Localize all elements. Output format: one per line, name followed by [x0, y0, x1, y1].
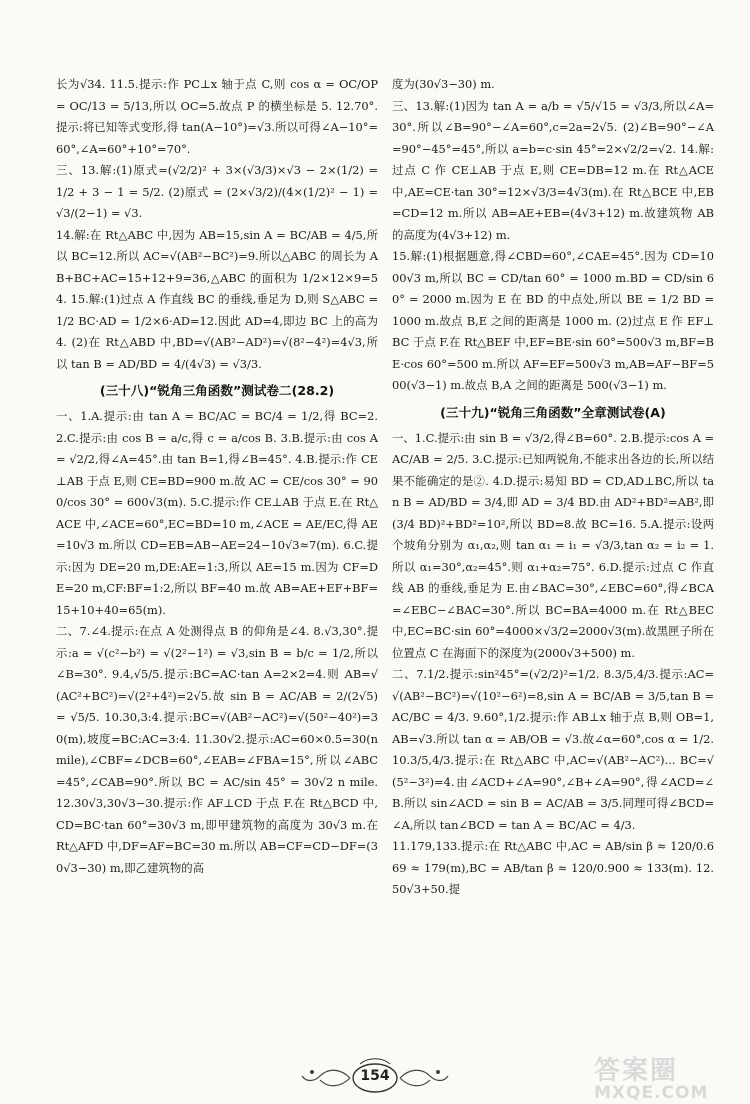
- watermark-logo: [594, 1050, 744, 1103]
- left-para-4: 一、1.A.提示:由 tan A = BC/AC = BC/4 = 1/2,得 BC=2. 2.C.提示:由 cos B = a/c,得 c = a/cos B. 3.B.提示:由 cos A = √2/2,得∠A=45°.由 tan B=1,得∠B=45°. 4.B.提示:作 CE⊥AB 于点 E,则 CE=BD=900 m.故 AC = CE/cos 30° = 900/cos 30° = 600√3(m). 5.C.提示:作 CE⊥AB 于点 E.在 Rt△ACE 中,∠ACE=60°,EC=BD=10 m,∠ACE = AE/EC,得 AE=10√3 m.所以 CD=EB=AB−AE=24−10√3≈7(m). 6.C.提示:因为 DE=20 m,DE:AE=1:3,所以 AE=15 m.因为 CF=DE=20 m,CF:BF=1:2,所以 BF=40 m.故 AB=AE+EF+BF=15+10+40=65(m).: [56, 409, 378, 617]
- left-column: [56, 74, 378, 879]
- right-para-5: 二、7.1/2.提示:sin²45°=(√2/2)²=1/2. 8.3/5,4/3.提示:AC=√(AB²−BC²)=√(10²−6²)=8,sin A = BC/AB = 3/5,tan B = AC/BC = 4/3. 9.60°,1/2.提示:作 AB⊥x 轴于点 B,则 OB=1,AB=√3.所以 tan α = AB/OB = √3.故∠α=60°,cos α = 1/2. 10.3/5,4/3.提示:在 Rt△ABC 中,AC=√(AB²−AC²)... BC=√(5²−3²)=4.由∠ACD+∠A=90°,∠B+∠A=90°,得∠ACD=∠B.所以 sin∠ACD = sin B = AC/AB = 3/5.同理可得∠BCD=∠A,所以 tan∠BCD = tan A = BC/AC = 4/3.: [392, 667, 714, 832]
- left-para-5: 二、7.∠4.提示:在点 A 处测得点 B 的仰角是∠4. 8.√3,30°.提示:a = √(c²−b²) = √(2²−1²) = √3,sin B = b/c = 1/2,所以∠B=30°. 9.4,√5/5.提示:BC=AC·tan A=2×2=4.则 AB=√(AC²+BC²)=√(2²+4²)=2√5.故 sin B = AC/AB = 2/(2√5) = √5/5. 10.30,3:4.提示:BC=√(AB²−AC²)=√(50²−40²)=30(m),坡度=BC:AC=3:4. 11.30√2.提示:AC=60×0.5=30(n mile),∠CBF=∠DCB=60°,∠EAB=∠FBA=15°,所以∠ABC=45°,∠CAB=90°.所以 BC = AC/sin 45° = 30√2 n mile. 12.30√3,30√3−30.提示:作 AF⊥CD 于点 F.在 Rt△BCD 中,CD=BC·tan 60°=30√3 m,即甲建筑物的高度为 30√3 m.在 Rt△AFD 中,DF=AF=BC=30 m.所以 AB=CF=CD−DF=(30√3−30) m,即乙建筑物的高: [56, 624, 378, 875]
- left-para-3: 14.解:在 Rt△ABC 中,因为 AB=15,sin A = BC/AB = 4/5,所以 BC=12.所以 AC=√(AB²−BC²)=9.所以△ABC 的周长为 AB+BC+AC=15+12+9=36,△ABC 的面积为 1/2×12×9=54. 15.解:(1)过点 A 作直线 BC 的垂线,垂足为 D,则 S△ABC = 1/2 BC·AD = 1/2×6·AD=12.因此 AD=4,即边 BC 上的高为 4. (2)在 Rt△ABD 中,BD=√(AB²−AD²)=√(8²−4²)=4√3,所以 tan B = AD/BD = 4/(4√3) = √3/3.: [56, 227, 378, 371]
- page-number: 154: [360, 1068, 390, 1084]
- section-heading-38: (三十八)“锐角三角函数”测试卷二(28.2): [99, 383, 335, 398]
- right-para-3: 15.解:(1)根据题意,得∠CBD=60°,∠CAE=45°.因为 CD=1000√3 m,所以 BC = CD/tan 60° = 1000 m.BD = CD/sin 60° = 2000 m.因为 E 在 BD 的中点处,所以 BE = 1/2 BD = 1000 m.故点 B,E 之间的距离是 1000 m. (2)过点 E 作 EF⊥BC 于点 F.在 Rt△BEF 中,EF=BE·sin 60°=500√3 m,BF=BE·cos 60°=500 m.所以 AF=EF=500√3 m,AB=AF−BF=500(√3−1) m.故点 B,A 之间的距离是 500(√3−1) m.: [392, 249, 714, 392]
- right-ornament-icon: [398, 1062, 450, 1094]
- right-para-4: 一、1.C.提示:由 sin B = √3/2,得∠B=60°. 2.B.提示:cos A = AC/AB = 2/5. 3.C.提示:已知两锐角,不能求出各边的长,所以结果不能确定的是②. 4.D.提示:易知 BD = CD,AD⊥BC,所以 tan B = AD/BD = 3/4,即 AD = 3/4 BD.由 AD²+BD²=AB²,即(3/4 BD)²+BD²=10²,所以 BD=8.故 BC=16. 5.A.提示:设两个坡角分别为 α₁,α₂,则 tan α₁ = i₁ = √3/3,tan α₂ = i₂ = 1.所以 α₁=30°,α₂=45°.则 α₁+α₂=75°. 6.D.提示:过点 C 作直线 AB 的垂线,垂足为 E.由∠BAC=30°,∠EBC=60°,得∠BCA=∠EBC−∠BAC=30°.所以 BC=BA=4000 m.在 Rt△BEC 中,EC=BC·sin 60°=4000×√3/2=2000√3(m).故黑匣子所在位置点 C 在海面下的深度为(2000√3+500) m.: [392, 430, 714, 660]
- left-ornament-icon: [300, 1062, 352, 1094]
- right-para-1: 度为(30√3−30) m.: [392, 77, 495, 91]
- watermark-url: MXQE.COM: [594, 1083, 709, 1103]
- right-column: [392, 74, 714, 901]
- watermark-text: 答案圈: [594, 1056, 679, 1086]
- right-para-2: 三、13.解:(1)因为 tan A = a/b = √5/√15 = √3/3,所以∠A=30°.所以∠B=90°−∠A=60°,c=2a=2√5. (2)∠B=90°−∠A=90°−45°=45°,所以 a=b=c·sin 45°=2×√2/2=√2. 14.解:过点 C 作 CE⊥AB 于点 E,则 CE=DB=12 m.在 Rt△ACE 中,AE=CE·tan 30°=12×√3/3=4√3(m).在 Rt△BCE 中,EB=CD=12 m.所以 AB=AE+EB=(4√3+12) m.故建筑物 AB 的高度为(4√3+12) m.: [392, 98, 714, 242]
- section-heading-39: (三十九)“锐角三角函数”全章测试卷(A): [440, 404, 666, 420]
- right-para-6: 11.179,133.提示:在 Rt△ABC 中,AC = AB/sin β ≈ 120/0.669 ≈ 179(m),BC = AB/tan β ≈ 120/0.900 ≈ 133(m). 12.50√3+50.提: [392, 839, 714, 896]
- left-para-1: 长为√34. 11.5.提示:作 PC⊥x 轴于点 C,则 cos α = OC/OP = OC/13 = 5/13,所以 OC=5.故点 P 的横坐标是 5. 12.70°.提示:将已知等式变形,得 tan(A−10°)=√3.所以可得∠A−10°=60°,∠A=60°+10°=70°.: [56, 77, 378, 156]
- left-para-2: 三、13.解:(1)原式=(√2/2)² + 3×(√3/3)×√3 − 2×(1/2) = 1/2 + 3 − 1 = 5/2. (2)原式 = (2×√3/2)/(4×(1/2)² − 1) = √3/(2−1) = √3.: [56, 163, 378, 220]
